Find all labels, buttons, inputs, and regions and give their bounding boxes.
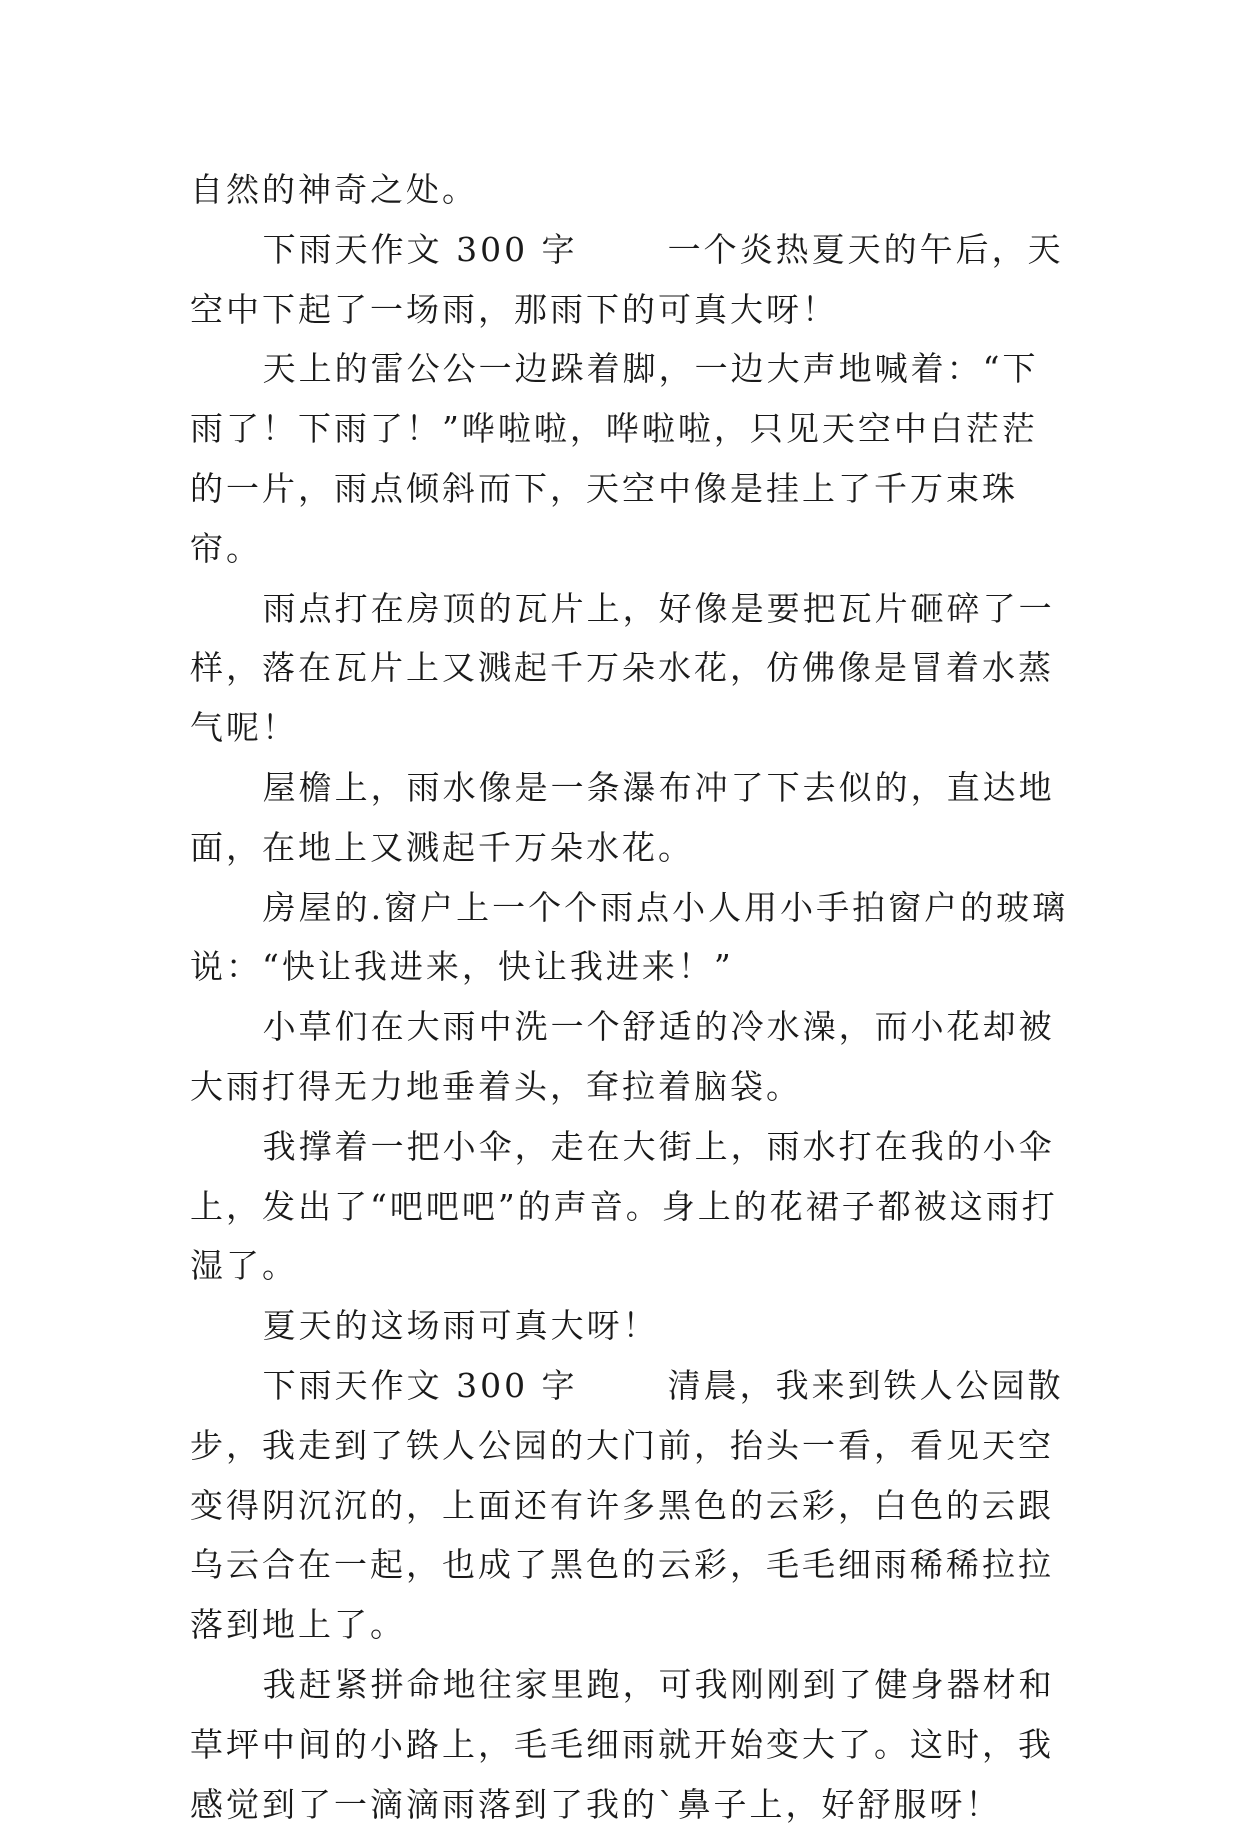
paragraph-text: 自然的神奇之处。 [190, 170, 478, 209]
paragraph-text: 我撑着一把小伞，走在大街上，雨水打在我的小伞上，发出了“吧吧吧”的声音。身上的花裙子都被这雨打湿了。 [190, 1126, 1058, 1286]
paragraph-text: 天上的雷公公一边跺着脚，一边大声地喊着：“下雨了！下雨了！”哗啦啦，哗啦啦，只见天空中白茫茫的一片，雨点倾斜而下，天空中像是挂上了千万束珠帘。 [190, 349, 1039, 568]
essay-heading: 下雨天作文 300 字 [262, 229, 578, 269]
document-body [190, 160, 1070, 1834]
paragraph-9 [190, 1296, 1070, 1356]
paragraph-text: 一个炎热夏天的午后，天空中下起了一场雨，那雨下的可真大呀！ [190, 229, 1064, 329]
paragraph-7 [190, 997, 1070, 1117]
paragraph-text: 雨点打在房顶的瓦片上，好像是要把瓦片砸碎了一样，落在瓦片上又溅起千万朵水花，仿佛像是冒着水蒸气呢！ [190, 588, 1055, 748]
essay-heading: 下雨天作文 300 字 [262, 1365, 578, 1405]
paragraph-4 [190, 579, 1070, 758]
paragraph-2 [190, 220, 1070, 340]
paragraph-10 [190, 1356, 1070, 1655]
paragraph-text: 我赶紧拼命地往家里跑，可我刚刚到了健身器材和草坪中间的小路上，毛毛细雨就开始变大了。这时，我感觉到了一滴滴雨落到了我的`鼻子上，好舒服呀！ [190, 1664, 1055, 1824]
paragraph-5 [190, 758, 1070, 878]
paragraph-11 [190, 1655, 1070, 1834]
paragraph-text: 小草们在大雨中洗一个舒适的冷水澡，而小花却被大雨打得无力地垂着头，耷拉着脑袋。 [190, 1007, 1055, 1106]
paragraph-3 [190, 339, 1070, 578]
paragraph-text: 房屋的.窗户上一个个雨点小人用小手拍窗户的玻璃说：“快让我进来，快让我进来！” [190, 887, 1069, 987]
paragraph-6 [190, 878, 1070, 998]
paragraph-1 [190, 160, 1070, 220]
paragraph-text: 屋檐上，雨水像是一条瀑布冲了下去似的，直达地面，在地上又溅起千万朵水花。 [190, 767, 1055, 867]
paragraph-text: 夏天的这场雨可真大呀！ [262, 1306, 659, 1346]
paragraph-8 [190, 1117, 1070, 1296]
paragraph-text: 清晨，我来到铁人公园散步，我走到了铁人公园的大门前，抬头一看，看见天空变得阴沉沉的，上面还有许多黑色的云彩，白色的云跟乌云合在一起，也成了黑色的云彩，毛毛细雨稀稀拉拉落到地上了。 [190, 1365, 1064, 1645]
